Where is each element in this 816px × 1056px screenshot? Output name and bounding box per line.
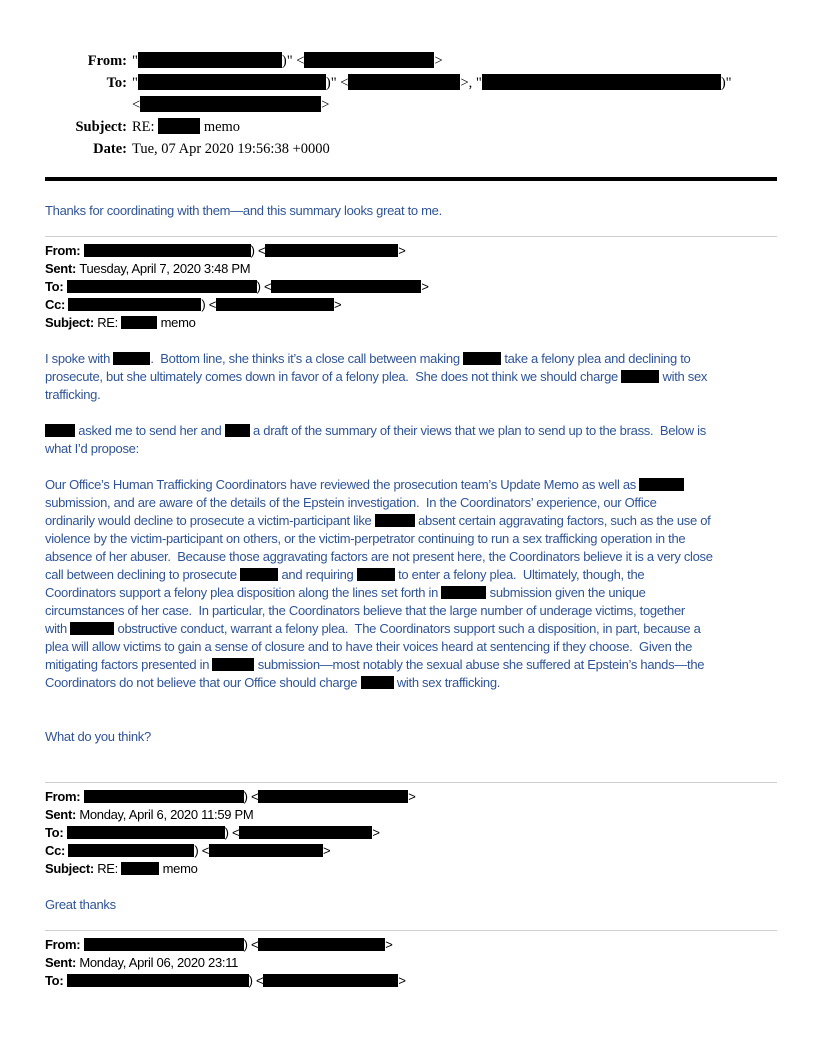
text-run: Great thanks <box>45 897 116 912</box>
redaction-box <box>375 514 415 527</box>
text-run: with <box>45 621 71 636</box>
text-run: and requiring <box>278 567 357 582</box>
text-run: . Bottom line, she thinks it’s a close call between making <box>150 351 464 366</box>
redaction-box <box>216 298 334 311</box>
message-paragraph <box>45 476 777 692</box>
message-line <box>45 494 777 512</box>
field-to-label: To: <box>45 279 67 294</box>
text-run: to enter a felony plea. Ultimately, though, the <box>394 567 645 582</box>
redaction-box <box>140 96 321 112</box>
message-line <box>45 638 777 656</box>
field-from-row <box>45 50 777 72</box>
redaction-box <box>263 974 398 987</box>
field-from-label: From: <box>45 789 84 804</box>
text-run: trafficking. <box>45 387 101 402</box>
field-sent-label: Sent: <box>45 955 80 970</box>
text-run: prosecute, but she ultimately comes down in favor of a felony plea. She does not think we should charge <box>45 369 622 384</box>
redaction-box <box>158 118 200 134</box>
text-run: >, " <box>460 75 482 91</box>
redaction-box <box>84 244 251 257</box>
text-run: > <box>434 53 443 69</box>
text-run: Coordinators do not believe that our Office should charge <box>45 675 361 690</box>
message-paragraph <box>45 896 777 914</box>
redaction-box <box>441 586 486 599</box>
field-to-row <box>45 278 777 296</box>
text-run: violence by the victim-participant on others, or the victim-perpetrator continuing to run a sex trafficking operation in the <box>45 531 686 546</box>
email2-body <box>45 350 777 746</box>
field-subject-value <box>132 116 777 138</box>
text-run: obstructive conduct, warrant a felony plea. The Coordinators support such a disposition, in part, because a <box>114 621 701 636</box>
text-run: asked me to send her and <box>75 423 225 438</box>
redaction-box <box>239 826 372 839</box>
redaction-box <box>67 974 249 987</box>
message-line <box>45 728 777 746</box>
redaction-box <box>70 622 114 635</box>
text-run: )" < <box>281 53 305 69</box>
field-subject-row <box>45 116 777 138</box>
email4-divider-rule <box>45 930 777 931</box>
text-run: Monday, April 06, 2020 23:11 <box>79 955 239 970</box>
text-run: Coordinators support a felony plea disposition along the lines set forth in <box>45 585 442 600</box>
text-run: Thanks for coordinating with them—and this summary looks great to me. <box>45 203 442 218</box>
redaction-box <box>84 938 244 951</box>
text-run: memo <box>200 119 241 135</box>
text-run: absence of her abuser. Because those aggravating factors are not present here, the Coordinators believe it is a very close <box>45 549 713 564</box>
message-line <box>45 202 777 220</box>
text-run: Our Office’s Human Trafficking Coordinators have reviewed the prosecution team’s Update Memo as well as <box>45 477 640 492</box>
message-paragraph <box>45 350 777 404</box>
field-to-value <box>132 72 777 116</box>
text-run: )" <box>720 75 732 91</box>
redaction-box <box>138 52 282 68</box>
text-run: ) < <box>256 279 272 294</box>
message-line <box>45 602 777 620</box>
field-cc-row <box>45 296 777 314</box>
text-run: > <box>398 243 406 258</box>
text-run: ) < <box>250 243 266 258</box>
redaction-box <box>265 244 398 257</box>
text-run: ordinarily would decline to prosecute a victim-participant like <box>45 513 375 528</box>
text-run: circumstances of her case. In particular, the Coordinators believe that the large number of underage victims, together <box>45 603 685 618</box>
field-to-row <box>45 824 777 842</box>
text-run: ) < <box>224 825 240 840</box>
field-sent-row <box>45 260 777 278</box>
field-cc-label: Cc: <box>45 843 69 858</box>
field-date-row <box>45 138 777 160</box>
field-to-row <box>45 972 777 990</box>
text-run: < <box>132 97 141 113</box>
field-from-label: From: <box>45 937 84 952</box>
redaction-box <box>138 74 326 90</box>
redaction-box <box>240 568 278 581</box>
message-line <box>45 566 777 584</box>
message-line <box>45 584 777 602</box>
field-from-row <box>45 788 777 806</box>
text-run: absent certain aggravating factors, such as the use of <box>414 513 711 528</box>
redaction-box <box>271 280 421 293</box>
text-run: mitigating factors presented in <box>45 657 213 672</box>
field-sent-label: Sent: <box>45 807 80 822</box>
email1-header <box>45 50 777 160</box>
redaction-box <box>209 844 323 857</box>
email3-header <box>45 788 777 878</box>
message-line <box>45 440 777 458</box>
field-sent-row <box>45 806 777 824</box>
email2-header <box>45 242 777 332</box>
text-run: > <box>334 297 342 312</box>
field-from-label: From: <box>45 243 84 258</box>
redaction-box <box>212 658 254 671</box>
field-sent-label: Sent: <box>45 261 80 276</box>
text-run: ) < <box>201 297 216 312</box>
message-line <box>45 656 777 674</box>
redaction-box <box>67 826 225 839</box>
message-line <box>45 422 777 440</box>
message-line <box>45 350 777 368</box>
text-run: memo <box>159 861 198 876</box>
field-sent-row <box>45 954 777 972</box>
text-run: > <box>321 97 330 113</box>
email3-body <box>45 896 777 914</box>
field-from-row <box>45 242 777 260</box>
text-run: take a felony plea and declining to <box>501 351 691 366</box>
message-line <box>45 512 777 530</box>
redaction-box <box>67 280 257 293</box>
text-run: I spoke with <box>45 351 114 366</box>
message-paragraph <box>45 728 777 746</box>
redaction-box <box>348 74 460 90</box>
text-run: RE: <box>132 119 159 135</box>
field-cc-label: Cc: <box>45 297 69 312</box>
redaction-box <box>482 74 721 90</box>
text-run: submission given the unique <box>486 585 646 600</box>
field-to-row <box>45 72 777 116</box>
text-run: > <box>323 843 331 858</box>
text-run: ) < <box>243 789 259 804</box>
email1-body <box>45 202 777 220</box>
text-run: what I’d propose: <box>45 441 139 456</box>
message-line <box>45 530 777 548</box>
text-run: submission—most notably the sexual abuse she suffered at Epstein’s hands—the <box>254 657 705 672</box>
text-run: with sex trafficking. <box>393 675 501 690</box>
text-run: ) < <box>248 973 264 988</box>
text-run: > <box>372 825 380 840</box>
redaction-box <box>357 568 395 581</box>
field-from-row <box>45 936 777 954</box>
text-run: " <box>132 75 138 91</box>
field-subject-row <box>45 860 777 878</box>
text-run: ) < <box>243 937 259 952</box>
redaction-box <box>84 790 244 803</box>
message-line <box>45 674 777 692</box>
header-divider-rule <box>45 177 777 181</box>
text-run: memo <box>157 315 196 330</box>
field-to-label: To: <box>45 825 67 840</box>
text-run: " <box>132 53 138 69</box>
text-run: plea will allow victims to gain a sense of closure and to have their voices heard at sentencing if they choose. Given the <box>45 639 692 654</box>
text-run: What do you think? <box>45 729 151 744</box>
text-run: with sex <box>659 369 708 384</box>
text-run: RE: <box>97 861 122 876</box>
email2-divider-rule <box>45 236 777 237</box>
message-line <box>45 620 777 638</box>
message-paragraph <box>45 422 777 458</box>
redaction-box <box>121 316 157 329</box>
message-line <box>45 896 777 914</box>
email4-header <box>45 936 777 990</box>
text-run: submission, and are aware of the details of the Epstein investigation. In the Coordinators’ experience, our Office <box>45 495 657 510</box>
text-run: Tue, 07 Apr 2020 19:56:38 +0000 <box>132 141 330 157</box>
text-run: ) < <box>194 843 209 858</box>
redaction-box <box>68 298 201 311</box>
message-line <box>45 386 777 404</box>
text-run: Monday, April 6, 2020 11:59 PM <box>79 807 254 822</box>
message-line <box>45 548 777 566</box>
email3-divider-rule <box>45 782 777 783</box>
field-from-value <box>132 50 777 72</box>
redaction-box <box>304 52 434 68</box>
redaction-box <box>621 370 659 383</box>
redaction-box <box>113 352 150 365</box>
field-date-label: Date: <box>93 141 127 157</box>
message-paragraph <box>45 202 777 220</box>
text-run: > <box>421 279 429 294</box>
field-subject-label: Subject: <box>75 119 127 135</box>
field-subject-row <box>45 314 777 332</box>
message-line <box>45 368 777 386</box>
field-to-label: To: <box>45 973 67 988</box>
text-run: > <box>398 973 406 988</box>
text-run: call between declining to prosecute <box>45 567 241 582</box>
text-run: )" < <box>325 75 349 91</box>
text-run: > <box>385 937 393 952</box>
text-run: RE: <box>97 315 122 330</box>
text-run: a draft of the summary of their views that we plan to send up to the brass. Below is <box>249 423 706 438</box>
redaction-box <box>68 844 194 857</box>
field-subject-label: Subject: <box>45 861 98 876</box>
field-to-label: To: <box>106 75 127 91</box>
redaction-box <box>463 352 501 365</box>
redaction-box <box>258 790 408 803</box>
redaction-box <box>45 424 75 437</box>
redaction-box <box>361 676 394 689</box>
field-cc-row <box>45 842 777 860</box>
text-run: Tuesday, April 7, 2020 3:48 PM <box>79 261 251 276</box>
redaction-box <box>639 478 684 491</box>
field-subject-label: Subject: <box>45 315 98 330</box>
field-date-value <box>132 138 777 160</box>
redaction-box <box>121 862 159 875</box>
field-from-label: From: <box>87 53 127 69</box>
message-line <box>45 476 777 494</box>
text-run: > <box>408 789 416 804</box>
redaction-box <box>225 424 250 437</box>
redaction-box <box>258 938 385 951</box>
